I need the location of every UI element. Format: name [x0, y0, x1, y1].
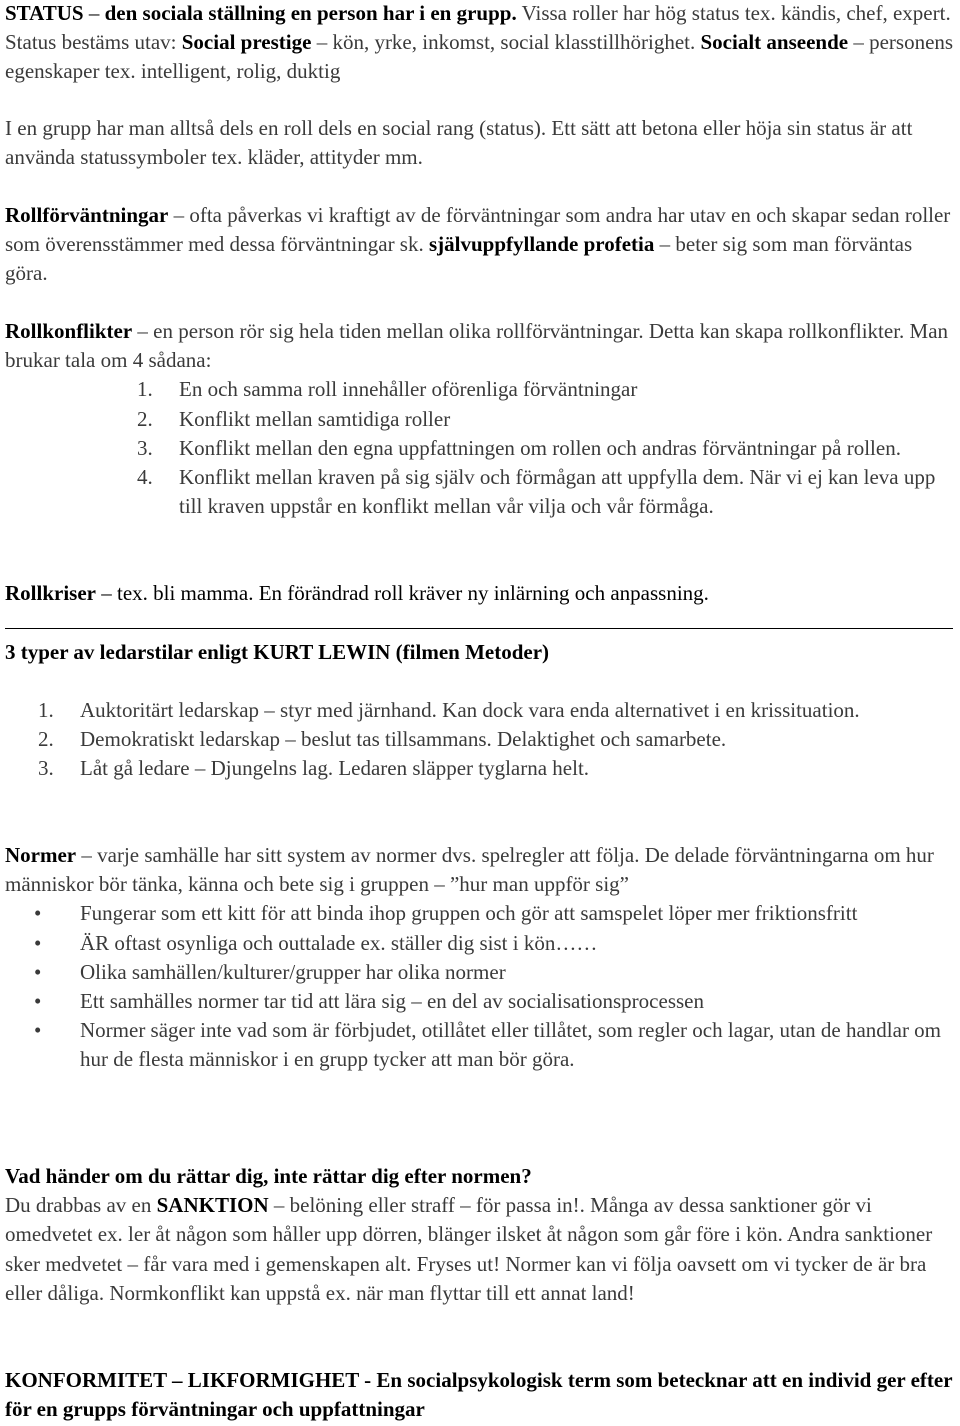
list-item: 1. En och samma roll innehåller oförenliga förväntningar	[137, 377, 638, 402]
status-paragraph: STATUS – den sociala ställning en person har i en grupp. Vissa roller har hög status tex. kändis, chef, expert. Status bestäms utav: Social prestige – kön, yrke, inkomst, social klasstillhörighet. Socialt anseende – personens egenskaper tex. intelligent, rolig, duktig	[5, 1, 954, 84]
social-prestige-term: Social prestige	[181, 30, 312, 55]
bullet-icon: •	[34, 959, 42, 984]
normer-intro: Normer – varje samhälle har sitt system av normer dvs. spelregler att följa. De delade förväntningarna om hur människor bör tänka, känna och bete sig i gruppen – ”hur man uppför sig”	[5, 843, 934, 897]
socialt-anseende-term: Socialt anseende	[700, 30, 849, 55]
rollkonflikter-intro: Rollkonflikter – en person rör sig hela tiden mellan olika rollförväntningar. Detta kan skapa rollkonflikter. Man brukar tala om 4 sådana:	[5, 319, 949, 373]
rollkriser-term: Rollkriser	[5, 581, 96, 605]
rollkonflikter-list	[5, 375, 956, 521]
list-item: 4. Konflikt mellan kraven på sig själv och förmågan att uppfylla dem. När vi ej kan leva upp till kraven uppstår en konflikt mellan vår vilja och vår förmåga.	[137, 465, 936, 519]
list-item: • Ett samhälles normer tar tid att lära sig – en del av socialisationsprocessen	[5, 987, 956, 1016]
rollkonflikter-section	[5, 317, 956, 521]
list-item: • Normer säger inte vad som är förbjudet, otillåtet eller tillåtet, som regler och lagar, utan de handlar om hur de flesta människor i en grupp tycker att man bör göra.	[5, 1016, 956, 1074]
rollforvantningar-term: Rollförväntningar	[5, 203, 169, 227]
list-item: 3. Låt gå ledare – Djungelns lag. Ledaren släpper tyglarna helt.	[38, 756, 590, 781]
konformitet-paragraph: KONFORMITET – LIKFORMIGHET - En socialpsykologisk term som betecknar att en individ ger efter för en grupps förväntningar och uppfattningar	[5, 1368, 953, 1422]
section-divider	[5, 628, 953, 629]
rang-paragraph: I en grupp har man alltså dels en roll dels en social rang (status). Ett sätt att betona eller höja sin status är att använda statussymboler tex. kläder, attityder mm.	[5, 116, 913, 170]
sanktion-section	[5, 1162, 956, 1308]
list-item: 1. Auktoritärt ledarskap – styr med järnhand. Kan dock vara enda alternativet i en krissituation.	[38, 698, 860, 722]
list-item: • Fungerar som ett kitt för att binda ihop gruppen och gör att samspelet löper mer friktionsfritt	[5, 899, 956, 928]
sanktion-question: Vad händer om du rättar dig, inte rättar dig efter normen?	[5, 1164, 532, 1188]
sjalvuppfyllande-profetia-term: självuppfyllande profetia	[428, 232, 655, 257]
normer-term: Normer	[5, 843, 77, 867]
lewin-heading: 3 typer av ledarstilar enligt KURT LEWIN (filmen Metoder)	[5, 640, 550, 664]
rollkriser-paragraph: Rollkriser – tex. bli mamma. En förändrad roll kräver ny inlärning och anpassning.	[5, 581, 709, 605]
list-item: 2. Demokratiskt ledarskap – beslut tas tillsammans. Delaktighet och samarbete.	[38, 727, 727, 752]
bullet-icon: •	[34, 989, 42, 1014]
list-item: • ÄR oftast osynliga och outtalade ex. ställer dig sist i kön……	[5, 929, 956, 958]
sanktion-term: SANKTION	[156, 1193, 269, 1218]
bullet-icon: •	[34, 930, 42, 955]
lewin-list	[38, 696, 956, 784]
list-item: 2. Konflikt mellan samtidiga roller	[137, 406, 451, 431]
normer-list	[5, 899, 956, 1074]
normer-section	[5, 841, 956, 1075]
status-definition: den sociala ställning en person har i en grupp.	[104, 1, 517, 25]
bullet-icon: •	[34, 901, 42, 926]
rollforvantningar-paragraph: Rollförväntningar – ofta påverkas vi kraftigt av de förväntningar som andra har utav en och skapar sedan roller som överensstämmer med dessa förväntningar sk. självuppfyllande profetia – beter sig som man förväntas göra.	[5, 203, 951, 286]
bullet-icon: •	[34, 1018, 42, 1043]
status-term: STATUS	[5, 1, 84, 25]
list-item: • Olika samhällen/kulturer/grupper har olika normer	[5, 958, 956, 987]
sanktion-paragraph: Du drabbas av en SANKTION – belöning eller straff – för passa in!. Många av dessa sanktioner gör vi omedvetet ex. ler åt någon som håller upp dörren, blänger ilsket åt någon som går före i kön. Andra sanktioner sker medvetet – får vara med i gemenskapen alt. Fryses ut! Normer kan vi följa oavsett om vi tycker de är bra eller dåliga. Normkonflikt kan uppstå ex. när man flyttar till ett annat land!	[5, 1193, 933, 1305]
rollkonflikter-term: Rollkonflikter	[5, 319, 133, 343]
list-item: 3. Konflikt mellan den egna uppfattningen om rollen och andras förväntningar på rollen.	[137, 435, 901, 460]
